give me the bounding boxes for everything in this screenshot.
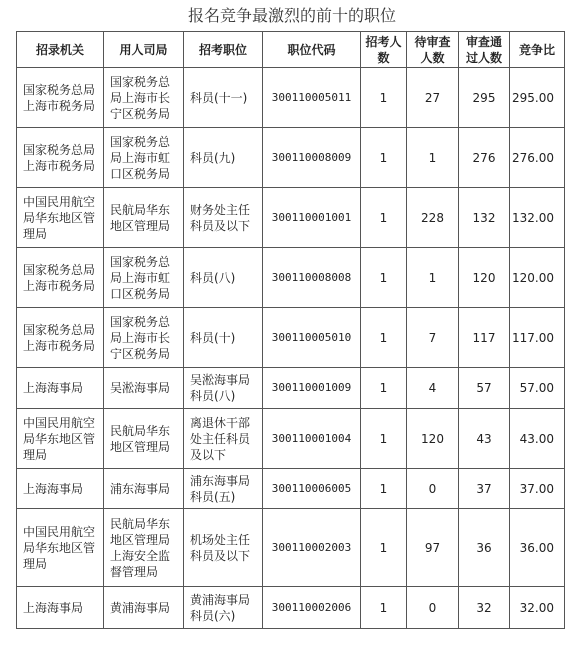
cell-recruiting-agency: 中国民用航空局华东地区管理局: [17, 409, 104, 469]
cell-position: 科员(十): [184, 308, 263, 368]
header-recruiting-agency: 招录机关: [17, 32, 104, 68]
cell-position: 黄浦海事局科员(六): [184, 587, 263, 629]
table-row: [17, 587, 565, 629]
cell-hiring-bureau: 吴淞海事局: [104, 368, 184, 409]
cell-recruiting-agency: 国家税务总局上海市税务局: [17, 68, 104, 128]
header-openings: 招考人数: [361, 32, 407, 68]
table-row: [17, 509, 565, 587]
header-position: 招考职位: [184, 32, 263, 68]
cell-competition-ratio: 120.00: [510, 248, 565, 308]
table-row: [17, 248, 565, 308]
cell-openings: 1: [361, 409, 407, 469]
cell-hiring-bureau: 民航局华东地区管理局上海安全监督管理局: [104, 509, 184, 587]
cell-recruiting-agency: 上海海事局: [17, 587, 104, 629]
header-hiring-bureau: 用人司局: [104, 32, 184, 68]
page-title: 报名竞争最激烈的前十的职位: [187, 6, 396, 25]
cell-position-code: 300110001009: [263, 368, 361, 409]
cell-position: 机场处主任科员及以下: [184, 509, 263, 587]
cell-recruiting-agency: 国家税务总局上海市税务局: [17, 308, 104, 368]
table-row: [17, 308, 565, 368]
cell-competition-ratio: 117.00: [510, 308, 565, 368]
table-row: [17, 469, 565, 509]
cell-recruiting-agency: 上海海事局: [17, 469, 104, 509]
cell-position-code: 300110001004: [263, 409, 361, 469]
cell-openings: 1: [361, 128, 407, 188]
cell-competition-ratio: 276.00: [510, 128, 565, 188]
cell-pending-review: 228: [407, 188, 459, 248]
cell-position: 浦东海事局科员(五): [184, 469, 263, 509]
cell-openings: 1: [361, 509, 407, 587]
cell-position: 科员(八): [184, 248, 263, 308]
positions-table: [16, 31, 565, 629]
cell-hiring-bureau: 国家税务总局上海市长宁区税务局: [104, 308, 184, 368]
table-body: [17, 68, 565, 629]
cell-pending-review: 27: [407, 68, 459, 128]
cell-hiring-bureau: 国家税务总局上海市虹口区税务局: [104, 248, 184, 308]
table-row: [17, 409, 565, 469]
cell-competition-ratio: 57.00: [510, 368, 565, 409]
cell-competition-ratio: 32.00: [510, 587, 565, 629]
cell-hiring-bureau: 国家税务总局上海市虹口区税务局: [104, 128, 184, 188]
cell-pending-review: 120: [407, 409, 459, 469]
cell-openings: 1: [361, 248, 407, 308]
header-competition-ratio: 竞争比: [510, 32, 565, 68]
cell-approved: 276: [459, 128, 510, 188]
cell-position-code: 300110008009: [263, 128, 361, 188]
cell-position-code: 300110002003: [263, 509, 361, 587]
cell-hiring-bureau: 民航局华东地区管理局: [104, 188, 184, 248]
cell-openings: 1: [361, 469, 407, 509]
cell-approved: 36: [459, 509, 510, 587]
cell-competition-ratio: 43.00: [510, 409, 565, 469]
cell-pending-review: 4: [407, 368, 459, 409]
cell-pending-review: 1: [407, 248, 459, 308]
cell-competition-ratio: 132.00: [510, 188, 565, 248]
table-row: [17, 188, 565, 248]
cell-position-code: 300110001001: [263, 188, 361, 248]
cell-pending-review: 97: [407, 509, 459, 587]
cell-position-code: 300110005010: [263, 308, 361, 368]
cell-recruiting-agency: 上海海事局: [17, 368, 104, 409]
cell-hiring-bureau: 黄浦海事局: [104, 587, 184, 629]
cell-position: 离退休干部处主任科员及以下: [184, 409, 263, 469]
cell-hiring-bureau: 国家税务总局上海市长宁区税务局: [104, 68, 184, 128]
cell-openings: 1: [361, 587, 407, 629]
cell-position: 科员(十一): [184, 68, 263, 128]
cell-position-code: 300110002006: [263, 587, 361, 629]
cell-approved: 57: [459, 368, 510, 409]
cell-approved: 37: [459, 469, 510, 509]
cell-openings: 1: [361, 68, 407, 128]
table-row: [17, 128, 565, 188]
cell-approved: 295: [459, 68, 510, 128]
cell-pending-review: 7: [407, 308, 459, 368]
cell-approved: 132: [459, 188, 510, 248]
header-position-code: 职位代码: [263, 32, 361, 68]
cell-openings: 1: [361, 308, 407, 368]
table-row: [17, 368, 565, 409]
cell-recruiting-agency: 中国民用航空局华东地区管理局: [17, 188, 104, 248]
cell-competition-ratio: 295.00: [510, 68, 565, 128]
cell-recruiting-agency: 国家税务总局上海市税务局: [17, 128, 104, 188]
cell-openings: 1: [361, 188, 407, 248]
cell-competition-ratio: 36.00: [510, 509, 565, 587]
cell-hiring-bureau: 民航局华东地区管理局: [104, 409, 184, 469]
cell-position-code: 300110006005: [263, 469, 361, 509]
cell-recruiting-agency: 中国民用航空局华东地区管理局: [17, 509, 104, 587]
cell-pending-review: 1: [407, 128, 459, 188]
cell-position: 财务处主任科员及以下: [184, 188, 263, 248]
table-header-row: [17, 32, 565, 68]
cell-recruiting-agency: 国家税务总局上海市税务局: [17, 248, 104, 308]
cell-competition-ratio: 37.00: [510, 469, 565, 509]
cell-pending-review: 0: [407, 587, 459, 629]
header-approved: 审查通过人数: [459, 32, 510, 68]
cell-approved: 43: [459, 409, 510, 469]
cell-approved: 120: [459, 248, 510, 308]
cell-position-code: 300110005011: [263, 68, 361, 128]
table-row: [17, 68, 565, 128]
cell-approved: 117: [459, 308, 510, 368]
cell-position: 吴淞海事局科员(八): [184, 368, 263, 409]
cell-position-code: 300110008008: [263, 248, 361, 308]
cell-position: 科员(九): [184, 128, 263, 188]
cell-approved: 32: [459, 587, 510, 629]
cell-openings: 1: [361, 368, 407, 409]
header-pending-review: 待审查人数: [407, 32, 459, 68]
cell-pending-review: 0: [407, 469, 459, 509]
cell-hiring-bureau: 浦东海事局: [104, 469, 184, 509]
